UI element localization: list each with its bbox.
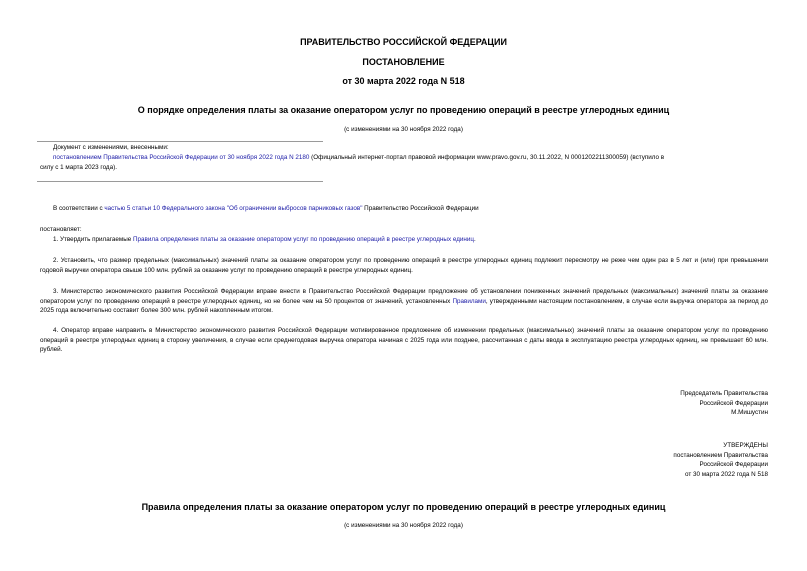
approval-block	[673, 441, 768, 479]
decides: постановляет:	[40, 226, 82, 233]
divider-top	[37, 141, 323, 142]
signature-block	[680, 389, 768, 418]
document-type: ПОСТАНОВЛЕНИЕ	[362, 57, 445, 67]
divider-bottom	[37, 181, 323, 182]
amendment-source: (Официальный интернет-портал правовой информации www.pravo.gov.ru, 30.11.2022, N 0001202211300059) (вступило в	[309, 154, 665, 161]
paragraph-1	[53, 235, 476, 245]
preamble-end: Правительство Российской Федерации	[362, 205, 479, 212]
signature-name: М.Мишустин	[731, 409, 768, 417]
government-heading: ПРАВИТЕЛЬСТВО РОССИЙСКОЙ ФЕДЕРАЦИИ	[300, 37, 507, 47]
amendments-effective: силу с 1 марта 2023 года).	[40, 164, 117, 171]
federal-law-link[interactable]: частью 5 статьи 10 Федерального закона "Об ограничении выбросов парниковых газов"	[104, 205, 363, 212]
rules-ref-link[interactable]: Правилами	[452, 297, 486, 305]
p3-end: , утвержденными настоящим постановлением, в случае если выручка оператора за период до 2025 года включительно составит более 300 млн. рублей накопленным итогом.	[40, 297, 768, 315]
preamble-start: В соответствии с	[53, 205, 105, 212]
preamble	[53, 204, 479, 214]
paragraph-2: 2. Установить, что размер предельных (максимальных) значений платы за оказание оператором услуг по проведению операций в реестре углеродных единиц подлежит пересмотру не реже чем один раз в 5 лет и (или) при превышении годовой выручки оператора свыше 100 млн. рублей за оказание услуг по проведению операций в реестре углеродных единиц.	[40, 257, 768, 274]
rules-link[interactable]: Правила определения платы за оказание оператором услуг по проведению операций в реестре углеродных единиц	[133, 236, 475, 243]
amendment-note: (с изменениями на 30 ноября 2022 года)	[344, 126, 463, 133]
p1-end: .	[474, 236, 476, 243]
p3-start: 3. Министерство экономического развития Российской Федерации вправе внести в Правительство Российской Федерации предложение об установлении пониженных значений предельных (максимальных) значений платы за оказание оператором услуг по проведению операций в реестре углеродных единиц, но не более чем на 50 процентов от значений, установленных	[40, 288, 768, 305]
document-date-number: от 30 марта 2022 года N 518	[342, 76, 465, 86]
amendments-label: Документ с изменениями, внесенными:	[53, 144, 169, 151]
signature-org: Российской Федерации	[699, 399, 768, 407]
paragraph-4: 4. Оператор вправе направить в Министерство экономического развития Российской Федерации мотивированное предложение об изменении предельных (максимальных) значений платы за оказание оператором услуг по проведению операций в реестре углеродных единиц в сторону увеличения, в случае если среднегодовая выручка оператора начиная с 2025 года или позднее, рассчитанная с даты ввода в эксплуатацию реестра углеродных единиц, не превышает 60 млн. рублей.	[40, 327, 768, 354]
amendment-link[interactable]: постановлением Правительства Российской Федерации от 30 ноября 2022 года N 2180	[53, 154, 310, 161]
document-title: О порядке определения платы за оказание оператором услуг по проведению операций в реестре углеродных единиц	[137, 105, 670, 115]
approval-heading: УТВЕРЖДЕНЫ	[723, 442, 768, 449]
approval-by: постановлением Правительства	[673, 451, 768, 459]
p1-start: 1. Утвердить прилагаемые	[53, 236, 133, 243]
paragraph-3	[40, 287, 768, 316]
approval-date: от 30 марта 2022 года N 518	[684, 470, 768, 478]
rules-amendment-note: (с изменениями на 30 ноября 2022 года)	[344, 522, 463, 529]
rules-title: Правила определения платы за оказание оператором услуг по проведению операций в реестре углеродных единиц	[141, 502, 666, 512]
amendments-text	[53, 153, 769, 163]
approval-org: Российской Федерации	[699, 461, 768, 469]
signature-title: Председатель Правительства	[680, 390, 768, 397]
